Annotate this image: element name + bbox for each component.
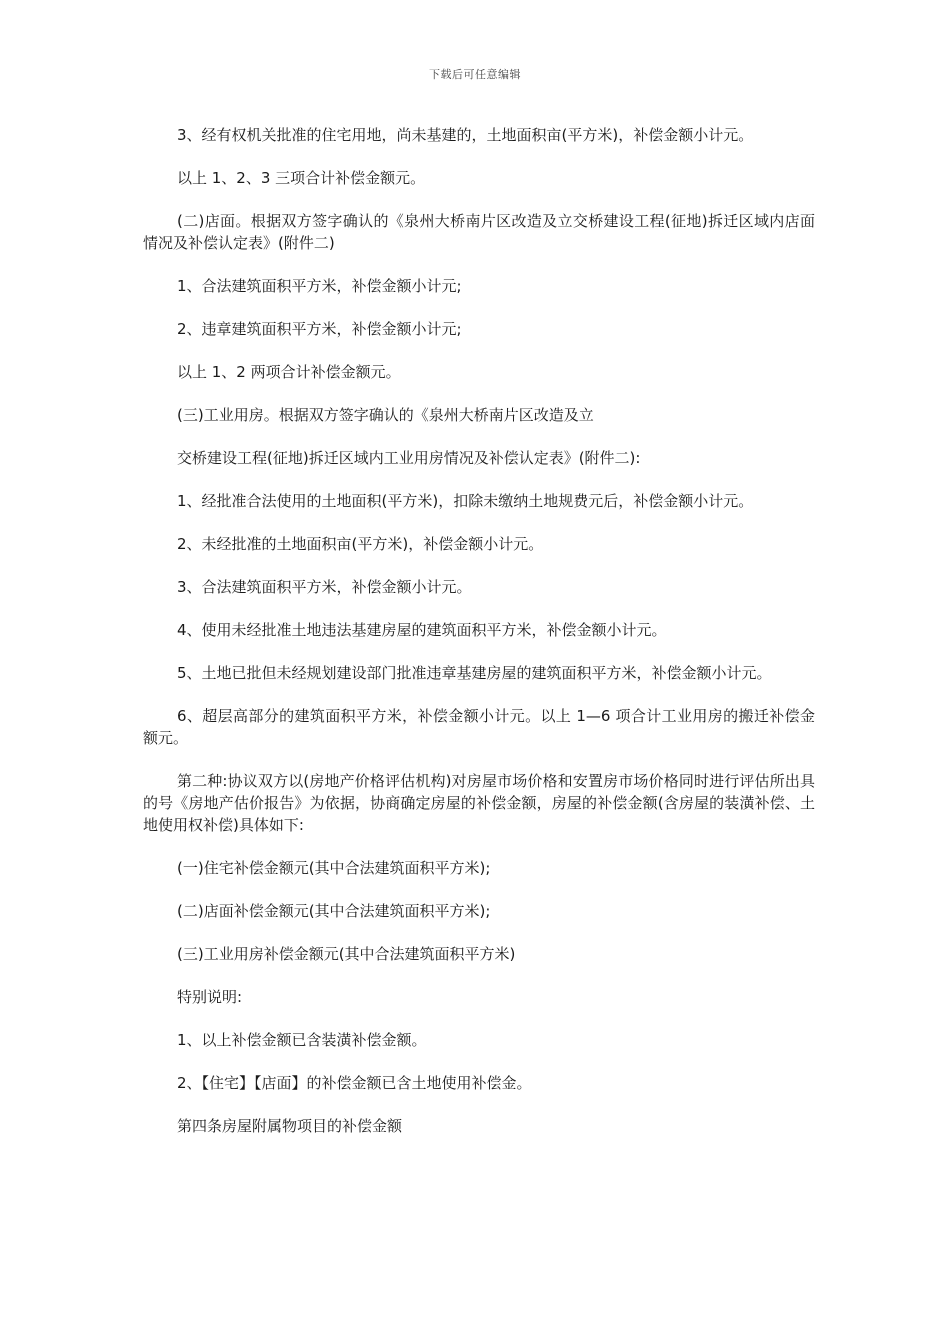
paragraph: 6、超层高部分的建筑面积平方米，补偿金额小计元。以上 1—6 项合计工业用房的搬迁补偿金额元。 bbox=[143, 707, 815, 747]
paragraph: 1、经批准合法使用的土地面积(平方米)，扣除未缴纳土地规费元后，补偿金额小计元。 bbox=[177, 492, 754, 510]
paragraph: 交桥建设工程(征地)拆迁区域内工业用房情况及补偿认定表》(附件二): bbox=[177, 449, 641, 467]
paragraph: 第二种:协议双方以(房地产价格评估机构)对房屋市场价格和安置房市场价格同时进行评估所出具的号《房地产估价报告》为依据，协商确定房屋的补偿金额，房屋的补偿金额(含房屋的装潢补偿、土地使用权补偿)具体如下: bbox=[143, 772, 815, 834]
paragraph: 以上 1、2、3 三项合计补偿金额元。 bbox=[177, 169, 426, 187]
paragraph: 3、合法建筑面积平方米，补偿金额小计元。 bbox=[177, 578, 472, 596]
paragraph: 1、合法建筑面积平方米，补偿金额小计元; bbox=[177, 277, 462, 295]
paragraph: 2、违章建筑面积平方米，补偿金额小计元; bbox=[177, 320, 462, 338]
paragraph: 4、使用未经批准土地违法基建房屋的建筑面积平方米，补偿金额小计元。 bbox=[177, 621, 667, 639]
paragraph: 第四条房屋附属物项目的补偿金额 bbox=[177, 1117, 403, 1135]
paragraph: 特别说明: bbox=[177, 988, 243, 1006]
paragraph: 2、未经批准的土地面积亩(平方米)，补偿金额小计元。 bbox=[177, 535, 544, 553]
paragraph: (三)工业用房补偿金额元(其中合法建筑面积平方米) bbox=[177, 945, 516, 963]
paragraph: 1、以上补偿金额已含装潢补偿金额。 bbox=[177, 1031, 427, 1049]
paragraph: 5、土地已批但未经规划建设部门批准违章基建房屋的建筑面积平方米，补偿金额小计元。 bbox=[177, 664, 772, 682]
paragraph: (二)店面补偿金额元(其中合法建筑面积平方米); bbox=[177, 902, 491, 920]
page-header: 下载后可任意编辑 bbox=[429, 68, 521, 81]
paragraph: 3、经有权机关批准的住宅用地，尚未基建的，土地面积亩(平方米)，补偿金额小计元。 bbox=[177, 126, 754, 144]
paragraph: (一)住宅补偿金额元(其中合法建筑面积平方米); bbox=[177, 859, 491, 877]
paragraph: (三)工业用房。根据双方签字确认的《泉州大桥南片区改造及立 bbox=[177, 406, 594, 424]
paragraph: 2、【住宅】【店面】的补偿金额已含土地使用补偿金。 bbox=[177, 1074, 532, 1092]
document-body bbox=[143, 124, 815, 1158]
paragraph: (二)店面。根据双方签字确认的《泉州大桥南片区改造及立交桥建设工程(征地)拆迁区域内店面情况及补偿认定表》(附件二) bbox=[143, 212, 815, 252]
paragraph: 以上 1、2 两项合计补偿金额元。 bbox=[177, 363, 401, 381]
